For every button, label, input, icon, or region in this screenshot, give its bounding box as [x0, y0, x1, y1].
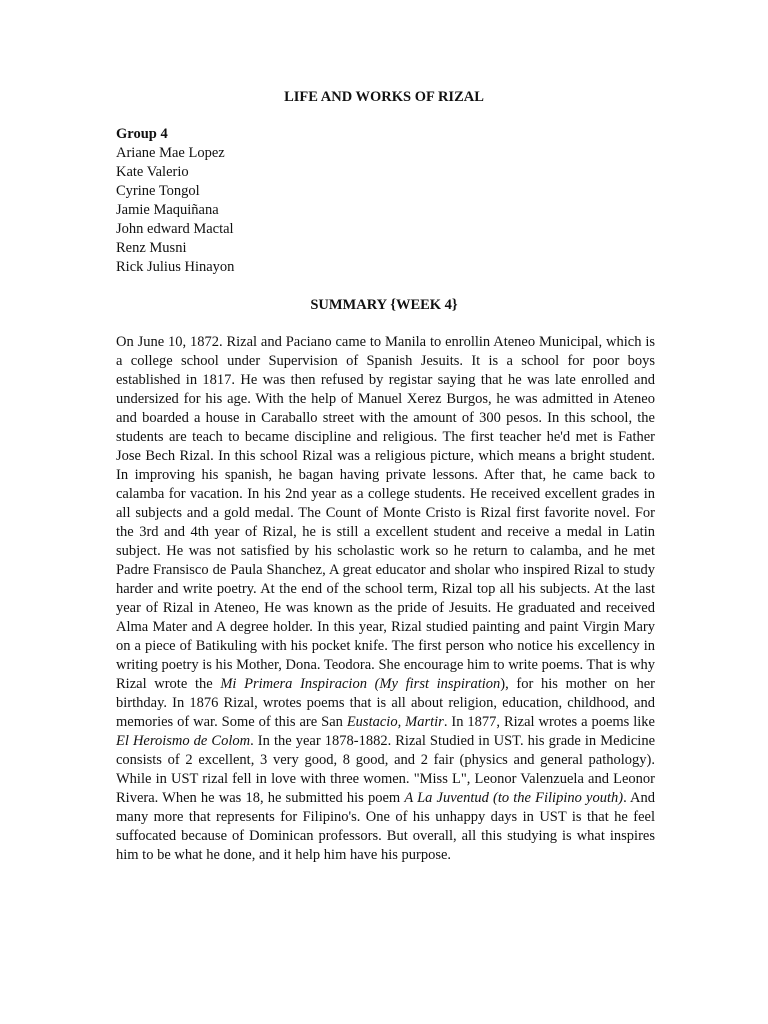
- poem-title-italic: Mi Primera Inspiracion (My first inspiration: [220, 676, 501, 692]
- summary-text: . And many more that represents for Filipino's. One of his unhappy days in UST is that he feel suffocated because of Dominican professors. But overall, all this studying is what inspires him to be what he done, and it help him have his purpose.: [116, 790, 656, 863]
- summary-text: . In 1877, Rizal wrotes a poems like: [443, 714, 655, 730]
- member-name: Jamie Maquiñana: [116, 202, 219, 218]
- document-title: LIFE AND WORKS OF RIZAL: [284, 89, 484, 105]
- group-heading: Group 4: [116, 126, 168, 142]
- poem-title-italic: Eustacio, Martir: [346, 714, 444, 730]
- summary-text: On June 10, 1872. Rizal and Paciano came to Manila to enrollin Ateneo Municipal, which is a college school under Supervision of Spanish Jesuits. It is a school for poor boys established in 1817. He was then refused by registar saying that he was late enrolled and undersized for his age. With the help of Manuel Xerez Burgos, he was admitted in Ateneo and boarded a house in Caraballo street with the amount of 300 pesos. In this school, the students are teach to became discipline and religious. The first teacher he'd met is Father Jose Bech Rizal. In this school Rizal was a religious picture, which means a bright student. In improving his spanish, he bagan having private lessons. After that, he came back to calamba for vacation. In his 2nd year as a college students. He received excellent grades in all subjects and a gold medal. The Count of Monte Cristo is Rizal first favorite novel. For the 3rd and 4th year of Rizal, he is still a excellent student and receive a medal in Latin subject. He was not satisfied by his scholastic work so he return to calamba, and he met Padre Fransisco de Paula Shanchez, A great educator and sholar who inspired Rizal to study harder and write poetry. At the end of the school term, Rizal top all his subjects. At the last year of Rizal in Ateneo, He was known as the pride of Jesuits. He graduated and received Alma Mater and A degree holder. In this year, Rizal studied painting and paint Virgin Mary on a piece of Batikuling with his pocket knife. The first person who notice his excellency in writing poetry is his Mother, Dona. Teodora. She encourage him to write poems. That is why Rizal wrote the: [116, 334, 655, 692]
- member-name: Cyrine Tongol: [116, 183, 200, 199]
- summary-text: . In the year 1878-1882. Rizal Studied in UST. his grade in Medicine consists of 2 excellent, 3 very good, 8 good, and 2 fair (physics and general pathology). While in UST rizal fell in love with three women. "Miss L", Leonor Valenzuela and Leonor Rivera. When he was 18, he submitted his poem: [116, 733, 656, 806]
- member-name: Ariane Mae Lopez: [116, 145, 225, 161]
- poem-title-italic: A La Juventud (to the Filipino youth): [404, 790, 624, 806]
- poem-title-italic: El Heroismo de Colom: [116, 733, 251, 749]
- member-name: Renz Musni: [116, 240, 187, 256]
- member-name: Kate Valerio: [116, 164, 189, 180]
- summary-paragraph: [116, 333, 655, 865]
- summary-heading: SUMMARY {WEEK 4}: [310, 297, 458, 313]
- member-list: [116, 144, 655, 277]
- summary-text: ), for his mother on her birthday. In 1876 Rizal, wrotes poems that is all about religion, education, childhood, and memories of war. Some of this are San: [116, 676, 655, 730]
- member-name: Rick Julius Hinayon: [116, 259, 235, 275]
- member-name: John edward Mactal: [116, 221, 234, 237]
- group-block: [116, 125, 655, 277]
